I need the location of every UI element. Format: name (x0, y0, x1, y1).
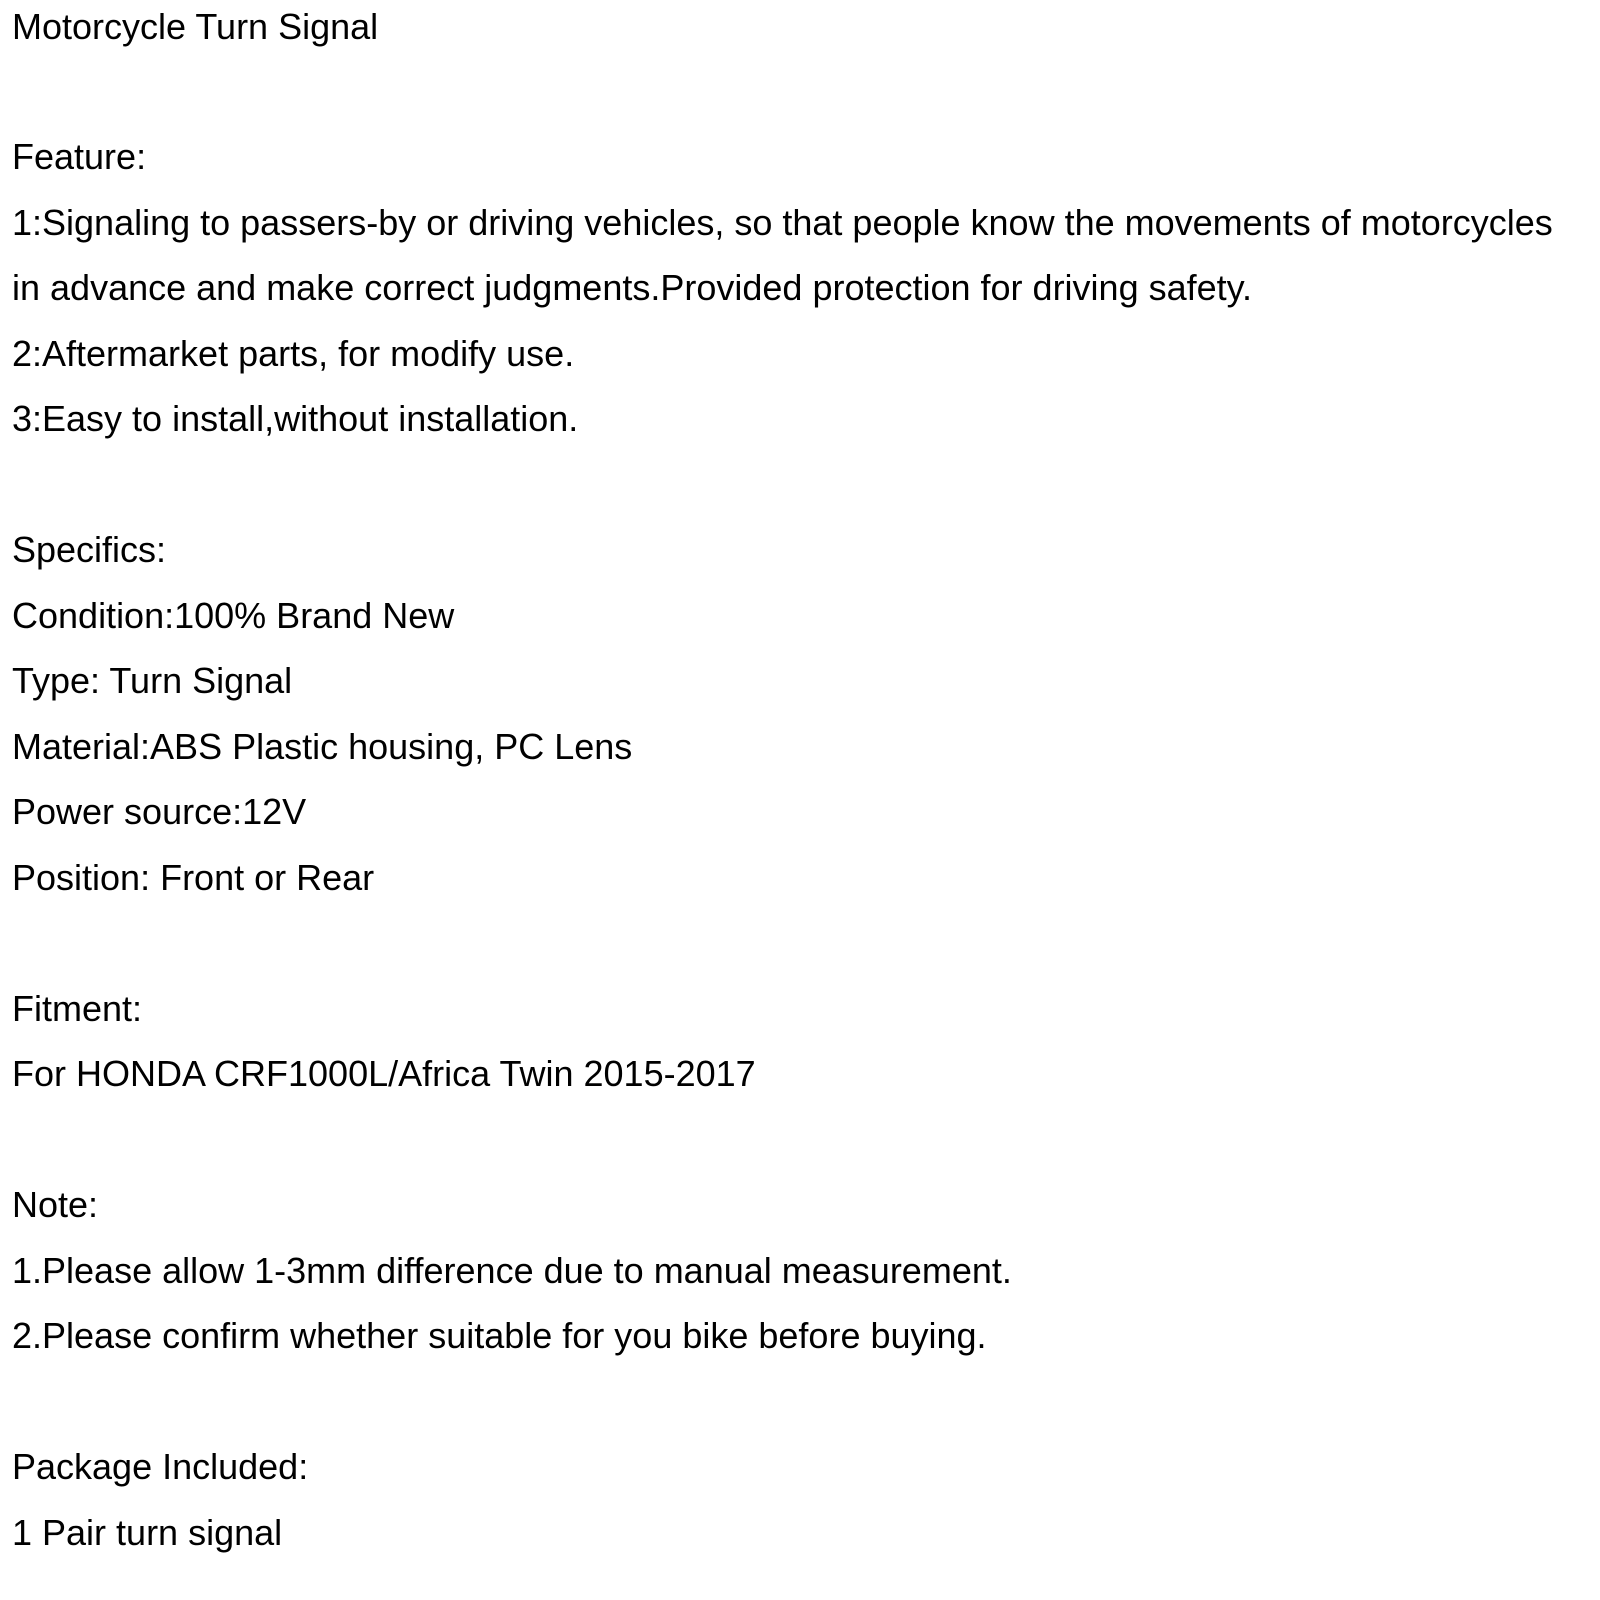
specifics-heading: Specifics: (12, 529, 167, 570)
spec-position: Position: Front or Rear (12, 856, 375, 898)
fitment-heading: Fitment: (12, 987, 143, 1029)
document-title: Motorcycle Turn Signal (12, 6, 379, 47)
description-body (12, 124, 1553, 1565)
spec-condition: Condition:100% Brand New (12, 594, 455, 636)
feature-line-2: 2:Aftermarket parts, for modify use. (12, 332, 575, 374)
fitment-line-1: For HONDA CRF1000L/Africa Twin 2015-2017 (12, 1053, 756, 1094)
section-spacer (12, 910, 1553, 976)
feature-heading: Feature: (12, 136, 147, 177)
package-heading: Package Included: (12, 1446, 309, 1487)
feature-line-3: 3:Easy to install,without installation. (12, 398, 579, 439)
section-spacer (12, 452, 1553, 518)
note-heading: Note: (12, 1184, 99, 1225)
feature-line-1b: in advance and make correct judgments.Provided protection for driving safety. (12, 267, 1252, 308)
section-spacer (12, 1107, 1553, 1173)
spec-power: Power source:12V (12, 791, 307, 832)
note-line-1: 1.Please allow 1-3mm difference due to manual measurement. (12, 1249, 1012, 1291)
feature-line-1a: 1:Signaling to passers-by or driving vehicles, so that people know the movements of motorcycles (12, 201, 1553, 243)
section-spacer (12, 1369, 1553, 1435)
spec-type: Type: Turn Signal (12, 660, 293, 701)
note-line-2: 2.Please confirm whether suitable for you bike before buying. (12, 1315, 987, 1356)
spec-material: Material:ABS Plastic housing, PC Lens (12, 725, 633, 767)
package-line-1: 1 Pair turn signal (12, 1511, 283, 1553)
